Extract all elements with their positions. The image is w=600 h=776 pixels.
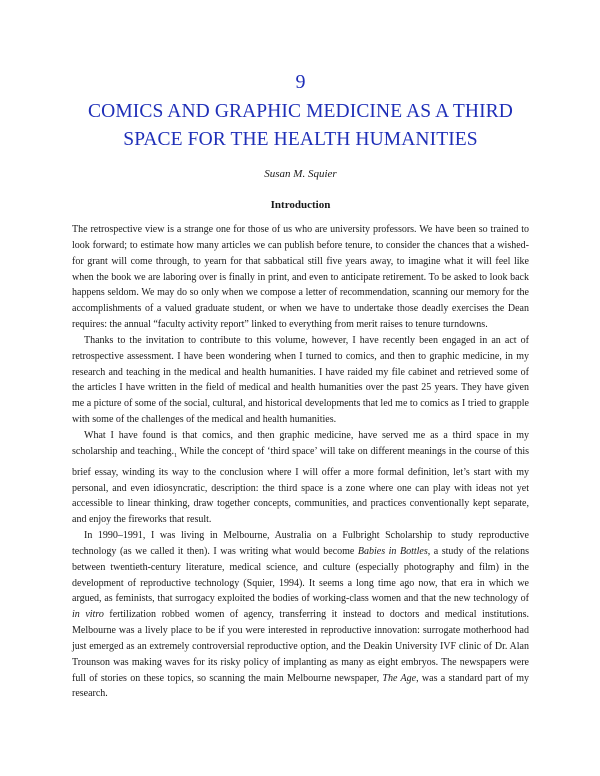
paragraph-4-text-b: , a study of the relations between twentieth-century literature, medical science, and culture (especially photography and film) in the development of reproductive technology (Squier, 1994). It seems a long time ago now, that era in which we argued, as feminists, that surrogacy exploited the bodies of working-class women and that the new technology of (72, 545, 529, 605)
page (72, 70, 529, 702)
book-title-babies-in-bottles: Babies in Bottles (357, 545, 428, 557)
paragraph-4-text-a: In 1990–1991, I was living in Melbourne, Australia on a Fulbright Scholarship to study reproductive technology (as we called it then). I was writing what would become (72, 530, 529, 557)
paragraph-3-text-a: What I have found is that comics, and then graphic medicine, have served me as a third space in my scholarship and teaching. (72, 429, 529, 457)
paragraph-4-text-d: , was a standard part of my research. (72, 672, 529, 700)
paragraph-3-text-b: While the concept of ‘third space’ will take on different meanings in the course of this brief essay, winding its way to the conclusion where I will offer a more formal definition, let’s start with my personal, and even idiosyncratic, description: the third space is a zone where one can play with ideas not yet accessible to linear thinking, draw together concepts, communities, and practices conventionally kept separate, and enjoy the fireworks that result. (72, 445, 530, 526)
term-in-vitro: in vitro (72, 609, 104, 621)
paragraph-1: The retrospective view is a strange one for those of us who are university professors. We have been so trained to look forward; to estimate how many articles we can publish before tenure, to consider the chances that a wished-for grant will come through, to yearn for that sabbatical still five years away, to imagine what it will feel like when the book we are laboring over is finally in print, and even to anticipate retirement. To be asked to look back happens seldom. We may do so only when we compose a letter of recommendation, scanning our memory for the accomplishments of a valued graduate student, or when we have to undertake those deadly exercises the Dean requires: the annual “faculty activity report” linked to everything from merit raises to tenure turndowns. (72, 224, 529, 331)
chapter-number: 9 (295, 71, 306, 93)
paragraph-4-text-c: fertilization robbed women of agency, transferring it instead to doctors and medical institutions. Melbourne was a lively place to be if you were interested in reproductive innovation: surrogate motherhood had just emerged as an extremely controversial reproductive option, and the Deakin University IVF clinic of Dr. Alan Trounson was making waves for its risky policy of implanting as many as eight embryos. The newspapers were full of stories on these topics, so scanning the main Melbourne newspaper, (72, 609, 530, 684)
footnote-marker[interactable]: 1 (174, 452, 178, 459)
chapter-title-line-1: COMICS AND GRAPHIC MEDICINE AS A THIRD (88, 101, 513, 122)
newspaper-title-the-age: The Age (382, 672, 417, 684)
body-text (72, 222, 529, 702)
chapter-title (72, 98, 529, 154)
section-heading: Introduction (270, 199, 331, 211)
author-name: Susan M. Squier (264, 168, 337, 180)
chapter-title-line-2: SPACE FOR THE HEALTH HUMANITIES (123, 129, 478, 150)
paragraph-3 (72, 428, 529, 528)
paragraph-4 (72, 528, 529, 702)
paragraph-2: Thanks to the invitation to contribute to this volume, however, I have recently been engaged in an act of retrospective assessment. I have been wondering when I turned to comics, and then to graphic medicine, in my research and teaching in the medical and health humanities. I have raided my file cabinet and retrieved some of the articles I have written in the field of medical and health humanities over the past 25 years. They have given me a picture of some of the social, cultural, and historical developments that led me to comics as I tried to grapple with some of the challenges of the medical and health humanities. (72, 334, 529, 426)
